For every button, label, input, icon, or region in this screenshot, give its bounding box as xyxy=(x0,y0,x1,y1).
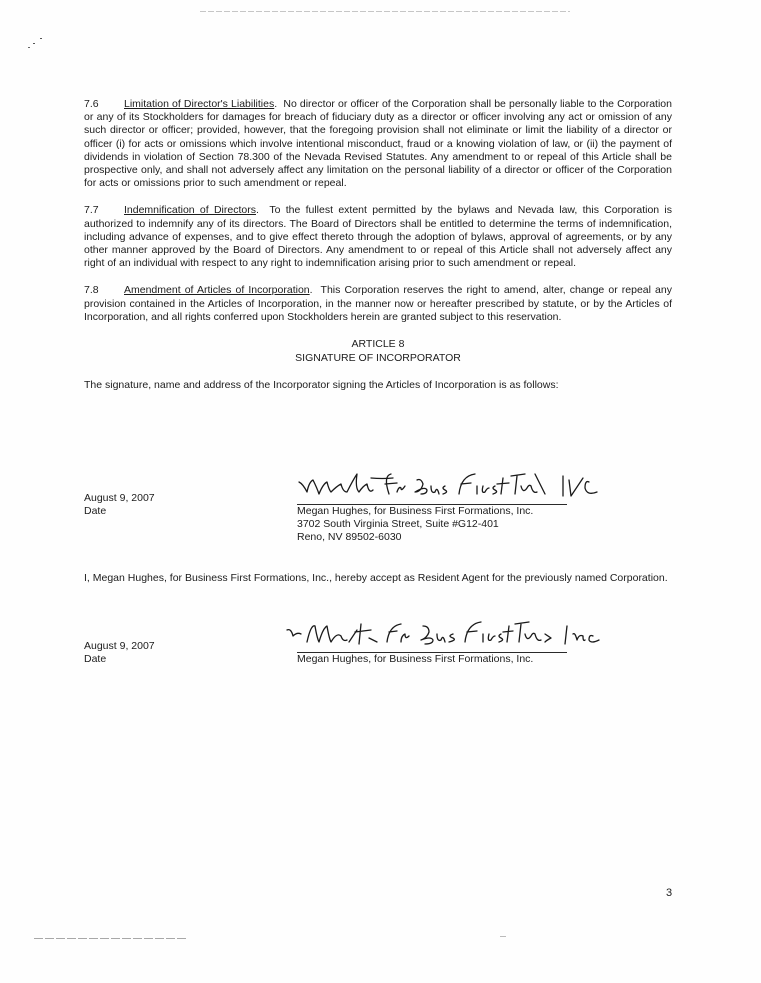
document-body xyxy=(84,98,672,392)
acceptance-text: I, Megan Hughes, for Business First Formations, Inc., hereby accept as Resident Agent for the previously named Corporation. xyxy=(84,572,668,584)
section-text: This Corporation reserves the right to amend, alter, change or repeal any provision contained in the Articles of Incorporation, in the manner now or hereafter prescribed by statute, or by the Articles of Incorporation, and all rights conferred upon Stockholders herein are granted subject to this reservation. xyxy=(84,284,672,323)
scan-artifact-line xyxy=(200,11,570,12)
article-heading: SIGNATURE OF INCORPORATOR xyxy=(295,351,461,364)
date-label: Date xyxy=(84,653,107,666)
handwritten-signature-2 xyxy=(297,618,617,654)
article-number: ARTICLE 8 xyxy=(351,338,405,351)
signature-date-block-2 xyxy=(84,640,155,666)
article-intro: The signature, name and address of the Incorporator signing the Articles of Incorporation is as follows: xyxy=(84,379,559,392)
signer-address-line-2: Reno, NV 89502-6030 xyxy=(297,531,402,544)
acceptance-statement xyxy=(84,572,672,599)
signer-address-line-1: 3702 South Virginia Street, Suite #G12-401 xyxy=(297,518,499,531)
scan-specks xyxy=(28,28,58,52)
section-number: 7.8 xyxy=(84,284,99,297)
date-label: Date xyxy=(84,505,107,518)
signature-block-1 xyxy=(297,504,617,545)
section-7-8: 7.8 Amendment of Articles of Incorporation. This Corporation reserves the right to amend, alter, change or repeal any provision contained in the Articles of Incorporation, in the manner now or hereafter prescribed by statute, or by the Articles of Incorporation, and all rights conferred upon Stockholders herein are granted subject to this reservation. xyxy=(84,284,672,323)
section-number: 7.7 xyxy=(84,204,99,217)
page-number: 3 xyxy=(666,887,673,899)
section-text: To the fullest extent permitted by the bylaws and Nevada law, this Corporation is authorized to indemnify any of its directors. The Board of Directors shall be entitled to determine the terms of indemnification, including advance of expenses, and to give effect thereto through the adoption of bylaws, approval of agreements, or by any other manner approved by the Board of Directors. Any amendment to or repeal of this Article shall not adversely affect any right of an individual with respect to any right to indemnification arising prior to such amendment or repeal. xyxy=(84,204,673,270)
scan-artifact-dash xyxy=(500,936,506,937)
section-number: 7.6 xyxy=(84,98,99,110)
section-7-7: 7.7 Indemnification of Directors. To the fullest extent permitted by the bylaws and Nevada law, this Corporation is authorized to indemnify any of its directors. The Board of Directors shall be entitled to determine the terms of indemnification, including advance of expenses, and to give effect thereto through the adoption of bylaws, approval of agreements, or by any other manner approved by the Board of Directors. Any amendment to or repeal of this Article shall not adversely affect any right of an individual with respect to any right to indemnification arising prior to such amendment or repeal. xyxy=(84,204,673,270)
signature-date-block-1 xyxy=(84,492,155,518)
scan-artifact-line xyxy=(34,938,186,939)
signer-name: Megan Hughes, for Business First Formations, Inc. xyxy=(297,653,534,665)
signature-date: August 9, 2007 xyxy=(84,492,155,504)
section-title: Amendment of Articles of Incorporation xyxy=(124,284,310,297)
section-text: No director or officer of the Corporation shall be personally liable to the Corporation or any of its Stockholders for damages for breach of fiduciary duty as a director or officer involving any act or omission of any such director or officer; provided, however, that the foregoing provision shall not eliminate or limit the liability of a director or officer (i) for acts or omissions which involve intentional misconduct, fraud or a knowing violation of law, or (ii) the payment of dividends in violation of Section 78.300 of the Nevada Revised Statutes. Any amendment to or repeal of this Article shall be prospective only, and shall not adversely affect any limitation on the personal liability of a director or officer of the Corporation for acts or omissions prior to such amendment or repeal. xyxy=(84,98,672,190)
section-7-6: 7.6 Limitation of Director's Liabilities. No director or officer of the Corporation shall be personally liable to the Corporation or any of its Stockholders for damages for breach of fiduciary duty as a director or officer involving any act or omission of any such director or officer; provided, however, that the foregoing provision shall not eliminate or limit the liability of a director or officer (i) for acts or omissions which involve intentional misconduct, fraud or a knowing violation of law, or (ii) the payment of dividends in violation of Section 78.300 of the Nevada Revised Statutes. Any amendment to or repeal of this Article shall be prospective only, and shall not adversely affect any limitation on the personal liability of a director or officer of the Corporation for acts or omissions prior to such amendment or repeal. xyxy=(84,98,672,190)
section-title: Indemnification of Directors xyxy=(124,204,256,217)
handwritten-signature-1 xyxy=(297,470,617,508)
signature-date: August 9, 2007 xyxy=(84,640,155,652)
section-title: Limitation of Director's Liabilities xyxy=(124,98,275,110)
signature-block-2 xyxy=(297,652,617,666)
signer-name: Megan Hughes, for Business First Formations, Inc. xyxy=(297,505,534,517)
